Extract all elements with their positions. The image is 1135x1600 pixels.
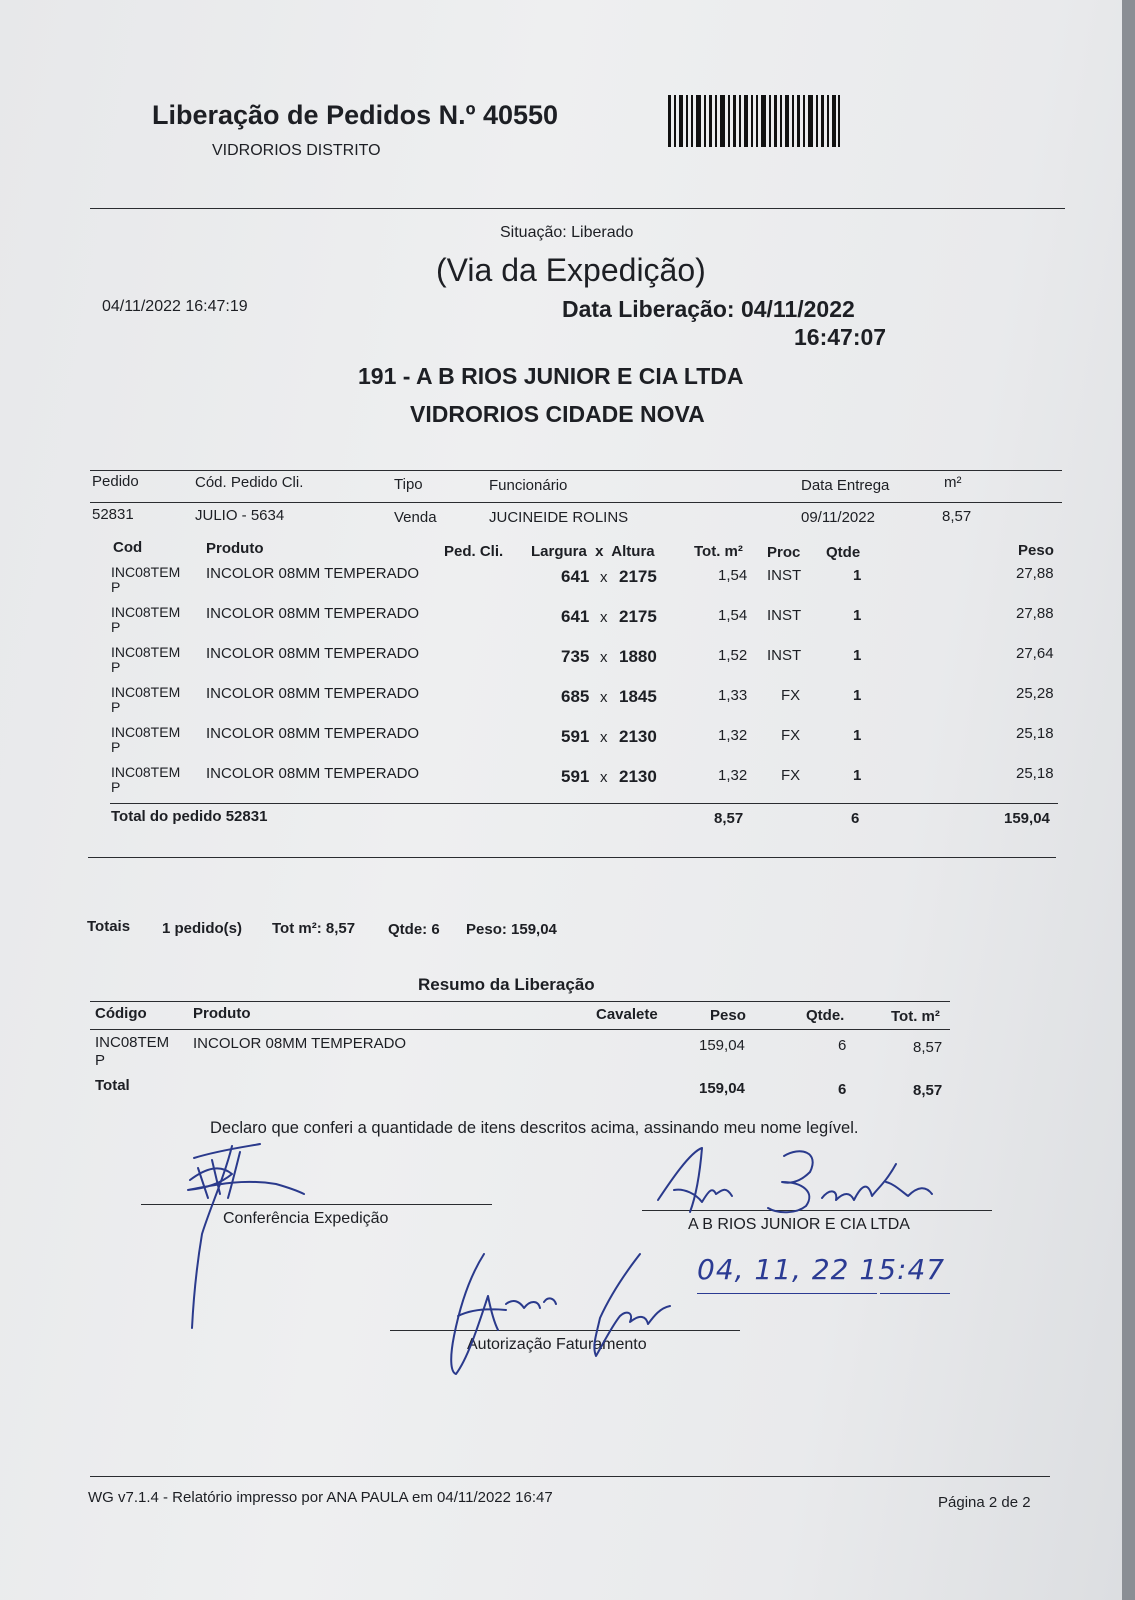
row-qtde: 1 (853, 607, 862, 624)
resumo-total-label: Total (95, 1077, 130, 1094)
row-peso: 27,64 (1016, 645, 1054, 662)
client-store-name: VIDRORIOS CIDADE NOVA (410, 401, 705, 427)
row-largura: 641 (561, 607, 590, 626)
order-header-top-rule (90, 470, 1062, 471)
row-peso: 25,28 (1016, 685, 1054, 702)
row-tot-m2: 1,32 (718, 727, 748, 744)
data-liberacao-time: 16:47:07 (794, 324, 887, 350)
resumo-total-tot-m2: 8,57 (913, 1082, 943, 1099)
resumo-row-codigo-cont: P (95, 1052, 106, 1069)
row-x: x (600, 729, 608, 746)
signature-label-autorizacao: Autorização Faturamento (467, 1336, 647, 1353)
items-col-produto: Produto (206, 540, 264, 557)
row-cod: INC08TEM (111, 764, 181, 780)
handwritten-date: 04, 11, 22 15:47 (697, 1253, 946, 1286)
items-bottom-rule (88, 857, 1056, 858)
order-cod-cli: JULIO - 5634 (195, 507, 285, 524)
resumo-col-cavalete: Cavalete (596, 1006, 658, 1023)
row-x: x (600, 689, 608, 706)
company-name: VIDRORIOS DISTRITO (212, 142, 381, 159)
items-col-tot-m2: Tot. m² (694, 543, 743, 560)
items-col-cod: Cod (113, 539, 143, 556)
row-altura: 1880 (619, 647, 657, 666)
col-funcionario: Funcionário (489, 477, 568, 494)
resumo-row-tot-m2: 8,57 (913, 1039, 943, 1056)
row-largura: 641 (561, 567, 590, 586)
row-altura: 2175 (619, 607, 657, 626)
row-cod-cont: P (111, 579, 121, 595)
order-total-qtde: 6 (851, 810, 860, 827)
footer-printed-by: WG v7.1.4 - Relatório impresso por ANA PAULA em 04/11/2022 16:47 (88, 1489, 553, 1506)
row-qtde: 1 (853, 567, 862, 584)
order-m2: 8,57 (942, 508, 972, 525)
resumo-col-qtde: Qtde. (806, 1007, 845, 1024)
row-tot-m2: 1,54 (718, 567, 748, 584)
handwritten-date-underline (697, 1293, 877, 1294)
totais-label: Totais (87, 918, 131, 935)
resumo-col-peso: Peso (710, 1007, 746, 1024)
row-produto: INCOLOR 08MM TEMPERADO (206, 565, 420, 582)
row-cod: INC08TEM (111, 604, 181, 620)
row-produto: INCOLOR 08MM TEMPERADO (206, 605, 420, 622)
row-tot-m2: 1,52 (718, 647, 748, 664)
resumo-col-codigo: Código (95, 1005, 147, 1022)
col-data-entrega: Data Entrega (801, 477, 890, 494)
resumo-header-rule (90, 1029, 950, 1030)
header-divider (90, 208, 1065, 209)
col-pedido: Pedido (92, 473, 139, 490)
row-x: x (600, 769, 608, 786)
items-col-qtde: Qtde (826, 544, 861, 561)
order-total-peso: 159,04 (1004, 810, 1050, 827)
items-col-proc: Proc (767, 544, 801, 561)
row-produto: INCOLOR 08MM TEMPERADO (206, 685, 420, 702)
row-largura: 591 (561, 727, 590, 746)
situacao-label: Situação: Liberado (500, 224, 634, 241)
row-proc: FX (781, 727, 801, 744)
row-largura: 591 (561, 767, 590, 786)
order-data-entrega: 09/11/2022 (801, 509, 875, 526)
row-cod-cont: P (111, 699, 121, 715)
row-altura: 1845 (619, 687, 657, 706)
row-altura: 2130 (619, 767, 657, 786)
row-cod-cont: P (111, 619, 121, 635)
resumo-total-peso: 159,04 (699, 1080, 745, 1097)
order-tipo: Venda (394, 509, 437, 526)
row-proc: FX (781, 687, 801, 704)
row-cod: INC08TEM (111, 564, 181, 580)
print-datetime: 04/11/2022 16:47:19 (102, 298, 248, 315)
signature-autorizacao-scribble (440, 1246, 680, 1378)
row-cod: INC08TEM (111, 724, 181, 740)
col-m2: m² (944, 474, 962, 491)
row-produto: INCOLOR 08MM TEMPERADO (206, 645, 420, 662)
row-cod-cont: P (111, 659, 121, 675)
row-cod: INC08TEM (111, 684, 181, 700)
footer-page-number: Página 2 de 2 (938, 1494, 1031, 1511)
row-tot-m2: 1,54 (718, 607, 748, 624)
row-altura: 2130 (619, 727, 657, 746)
row-produto: INCOLOR 08MM TEMPERADO (206, 725, 420, 742)
row-proc: FX (781, 767, 801, 784)
items-col-peso: Peso (1018, 542, 1054, 559)
row-peso: 27,88 (1016, 565, 1054, 582)
row-tot-m2: 1,33 (718, 687, 748, 704)
items-col-ped-cli: Ped. Cli. (444, 543, 504, 560)
totais-m2: Tot m²: 8,57 (272, 920, 356, 937)
signature-label-conferencia: Conferência Expedição (223, 1210, 389, 1227)
handwritten-time-underline (880, 1293, 950, 1294)
row-x: x (600, 609, 608, 626)
row-proc: INST (767, 567, 802, 584)
totais-qtde: Qtde: 6 (388, 921, 440, 938)
row-tot-m2: 1,32 (718, 767, 748, 784)
resumo-row-peso: 159,04 (699, 1037, 745, 1054)
row-qtde: 1 (853, 767, 862, 784)
resumo-title: Resumo da Liberação (418, 975, 595, 994)
row-x: x (600, 569, 608, 586)
row-largura: 685 (561, 687, 590, 706)
resumo-col-tot-m2: Tot. m² (891, 1008, 940, 1025)
document-title: Liberação de Pedidos N.º 40550 (152, 100, 559, 130)
barcode-image (668, 95, 840, 147)
row-peso: 25,18 (1016, 725, 1054, 742)
items-col-dimensions: Largura x Altura (531, 543, 655, 560)
resumo-row-codigo: INC08TEM (95, 1034, 170, 1051)
order-pedido: 52831 (92, 506, 134, 523)
resumo-top-rule (90, 1001, 950, 1002)
resumo-row-qtde: 6 (838, 1037, 847, 1054)
resumo-row-produto: INCOLOR 08MM TEMPERADO (193, 1035, 407, 1052)
declaration-text: Declaro que conferi a quantidade de itens descritos acima, assinando meu nome legível. (210, 1119, 859, 1137)
totais-peso: Peso: 159,04 (466, 921, 557, 938)
row-x: x (600, 649, 608, 666)
client-code-name: 191 - A B RIOS JUNIOR E CIA LTDA (358, 363, 744, 389)
totais-pedidos: 1 pedido(s) (162, 920, 243, 937)
order-total-label: Total do pedido 52831 (111, 808, 268, 825)
col-cod-pedido-cli: Cód. Pedido Cli. (195, 474, 304, 491)
order-header-bottom-rule (90, 502, 1062, 503)
signature-label-cliente: A B RIOS JUNIOR E CIA LTDA (688, 1216, 910, 1233)
order-funcionario: JUCINEIDE ROLINS (489, 509, 629, 526)
resumo-total-qtde: 6 (838, 1081, 847, 1098)
resumo-col-produto: Produto (193, 1005, 251, 1022)
row-qtde: 1 (853, 687, 862, 704)
col-tipo: Tipo (394, 476, 423, 493)
order-total-m2: 8,57 (714, 810, 744, 827)
via-label: (Via da Expedição) (436, 252, 706, 288)
row-cod-cont: P (111, 739, 121, 755)
row-qtde: 1 (853, 727, 862, 744)
footer-rule (90, 1476, 1050, 1477)
row-cod-cont: P (111, 779, 121, 795)
row-produto: INCOLOR 08MM TEMPERADO (206, 765, 420, 782)
signature-cliente-scribble (650, 1142, 950, 1222)
row-peso: 27,88 (1016, 605, 1054, 622)
row-peso: 25,18 (1016, 765, 1054, 782)
row-proc: INST (767, 647, 802, 664)
row-proc: INST (767, 607, 802, 624)
signature-conferencia-scribble (180, 1138, 320, 1338)
row-largura: 735 (561, 647, 590, 666)
items-total-rule (110, 803, 1058, 804)
data-liberacao: Data Liberação: 04/11/2022 (562, 296, 855, 322)
row-qtde: 1 (853, 647, 862, 664)
row-altura: 2175 (619, 567, 657, 586)
row-cod: INC08TEM (111, 644, 181, 660)
